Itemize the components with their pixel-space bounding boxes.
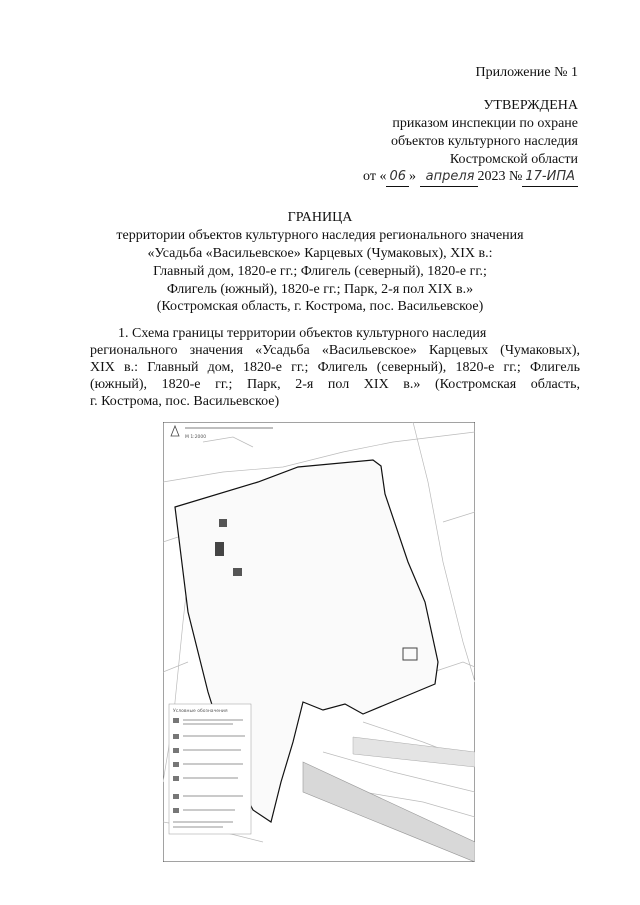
section1-line-5: г. Кострома, пос. Васильевское) bbox=[90, 394, 280, 409]
date-day: 06 bbox=[386, 168, 409, 187]
title-line-4: Флигель (южный), 1820-е гг.; Парк, 2-я пол XIX в.» bbox=[166, 282, 474, 297]
date-year: 2023 № bbox=[477, 169, 523, 184]
section1-line-3: XIX в.: Главный дом, 1820-е гг.; Флигель (северный), 1820-е гг.; Флигель bbox=[90, 360, 580, 375]
section1-line-2: регионального значения «Усадьба «Васильевское» Карцевых (Чумаковых), bbox=[90, 343, 580, 358]
order-line-2: объектов культурного наследия bbox=[390, 134, 578, 149]
order-line-3: Костромской области bbox=[449, 152, 578, 167]
title-line-2: «Усадьба «Васильевское» Карцевых (Чумаковых), XIX в.: bbox=[147, 246, 493, 261]
building-north-wing bbox=[219, 519, 227, 527]
order-line-1: приказом инспекции по охране bbox=[392, 116, 578, 131]
approved-label: УТВЕРЖДЕНА bbox=[483, 98, 578, 113]
title-heading: ГРАНИЦА bbox=[287, 210, 353, 225]
map-legend-title: Условные обозначения bbox=[173, 709, 228, 714]
title-line-1: территории объектов культурного наследия регионального значения bbox=[116, 228, 524, 243]
title-line-3: Главный дом, 1820-е гг.; Флигель (северный), 1820-е гг.; bbox=[153, 264, 487, 279]
appendix-label: Приложение № 1 bbox=[475, 65, 578, 80]
order-number: 17-ИПА bbox=[522, 168, 578, 187]
title-line-5: (Костромская область, г. Кострома, пос. Васильевское) bbox=[156, 299, 484, 314]
building-main-house bbox=[215, 542, 224, 556]
date-mid: » bbox=[409, 169, 416, 184]
section1-line-1: 1. Схема границы территории объектов культурного наследия bbox=[118, 326, 487, 341]
boundary-scheme-map bbox=[163, 422, 475, 862]
building-south-wing bbox=[233, 568, 242, 576]
section1-line-4: (южный), 1820-е гг.; Парк, 2-я пол XIX в.» (Костромская область, bbox=[90, 377, 580, 392]
map-scale-label: М 1:2000 bbox=[185, 435, 207, 440]
map-drawing bbox=[163, 422, 475, 862]
date-month: апреля bbox=[420, 168, 478, 187]
date-prefix: от « bbox=[363, 169, 387, 184]
order-date-line bbox=[363, 168, 578, 187]
